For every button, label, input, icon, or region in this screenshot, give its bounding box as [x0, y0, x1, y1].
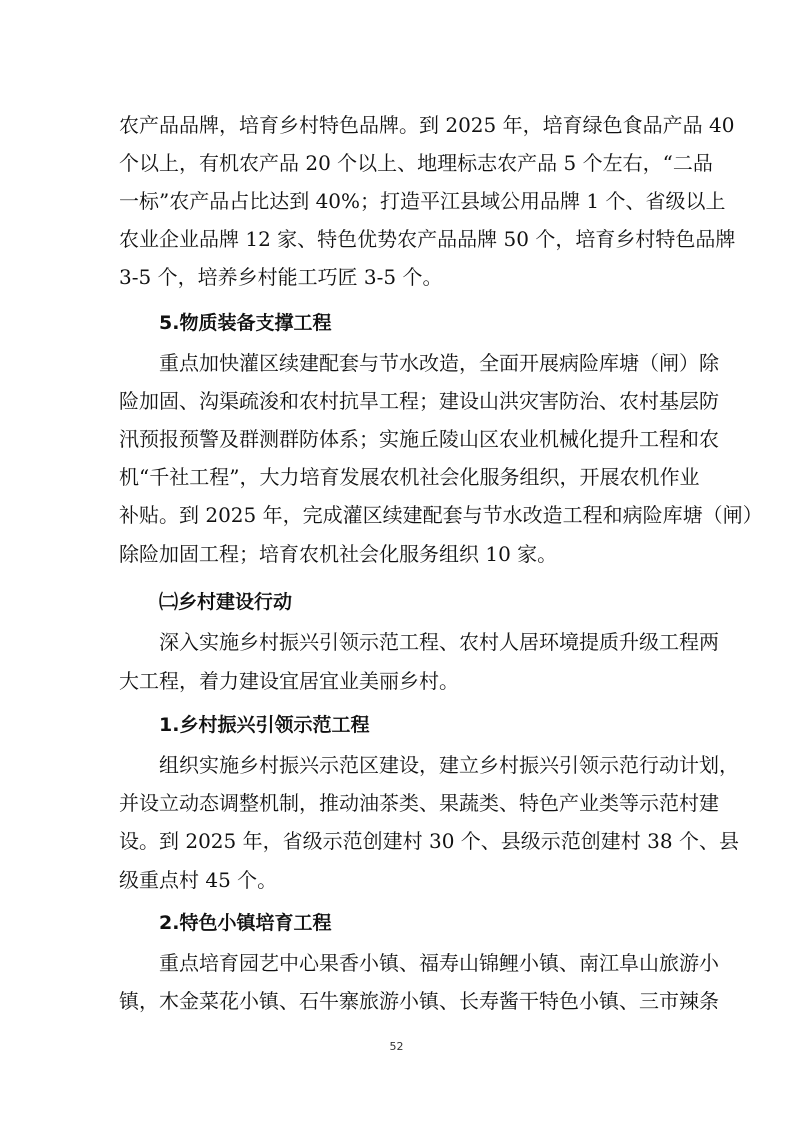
- subsection-heading: 2.特色小镇培育工程: [159, 912, 332, 934]
- paragraph-line: 级重点村 45 个。: [119, 868, 278, 892]
- paragraph-line: 并设立动态调整机制，推动油茶类、果蔬类、特色产业类等示范村建: [119, 791, 719, 815]
- paragraph-line: 镇，木金菜花小镇、石牛寨旅游小镇、长寿酱干特色小镇、三市辣条: [119, 989, 719, 1013]
- paragraph-line: 农产品品牌，培育乡村特色品牌。到 2025 年，培育绿色食品产品 40: [119, 113, 735, 137]
- paragraph-line: 农业企业品牌 12 家、特色优势农产品品牌 50 个，培育乡村特色品牌: [119, 227, 736, 251]
- paragraph-line: 补贴。到 2025 年，完成灌区续建配套与节水改造工程和病险库塘（闸）: [119, 503, 763, 527]
- paragraph-line: 机“千社工程”，大力培育发展农机社会化服务组织，开展农机作业: [119, 465, 700, 489]
- section-heading: ㈡乡村建设行动: [159, 591, 293, 613]
- paragraph-line: 深入实施乡村振兴引领示范工程、农村人居环境提质升级工程两: [159, 630, 719, 654]
- paragraph-line: 重点培育园艺中心果香小镇、福寿山锦鲤小镇、南江阜山旅游小: [159, 951, 719, 975]
- paragraph-line: 设。到 2025 年，省级示范创建村 30 个、县级示范创建村 38 个、县: [119, 829, 739, 853]
- paragraph-line: 险加固、沟渠疏浚和农村抗旱工程；建设山洪灾害防治、农村基层防: [119, 389, 719, 413]
- paragraph-line: 一标”农产品占比达到 40%；打造平江县域公用品牌 1 个、省级以上: [119, 189, 726, 213]
- subsection-heading: 5.物质装备支撑工程: [159, 312, 332, 334]
- page-number: 52: [389, 1040, 404, 1053]
- subsection-heading: 1.乡村振兴引领示范工程: [159, 714, 370, 736]
- paragraph-line: 个以上，有机农产品 20 个以上、地理标志农产品 5 个左右，“二品: [119, 151, 713, 175]
- paragraph-line: 组织实施乡村振兴示范区建设，建立乡村振兴引领示范行动计划，: [159, 753, 739, 777]
- paragraph-line: 重点加快灌区续建配套与节水改造，全面开展病险库塘（闸）除: [159, 351, 719, 375]
- paragraph-line: 3-5 个，培养乡村能工巧匠 3-5 个。: [119, 265, 443, 289]
- paragraph-line: 大工程，着力建设宜居宜业美丽乡村。: [119, 669, 459, 693]
- paragraph-line: 汛预报预警及群测群防体系；实施丘陵山区农业机械化提升工程和农: [119, 427, 719, 451]
- paragraph-line: 除险加固工程；培育农机社会化服务组织 10 家。: [119, 542, 558, 566]
